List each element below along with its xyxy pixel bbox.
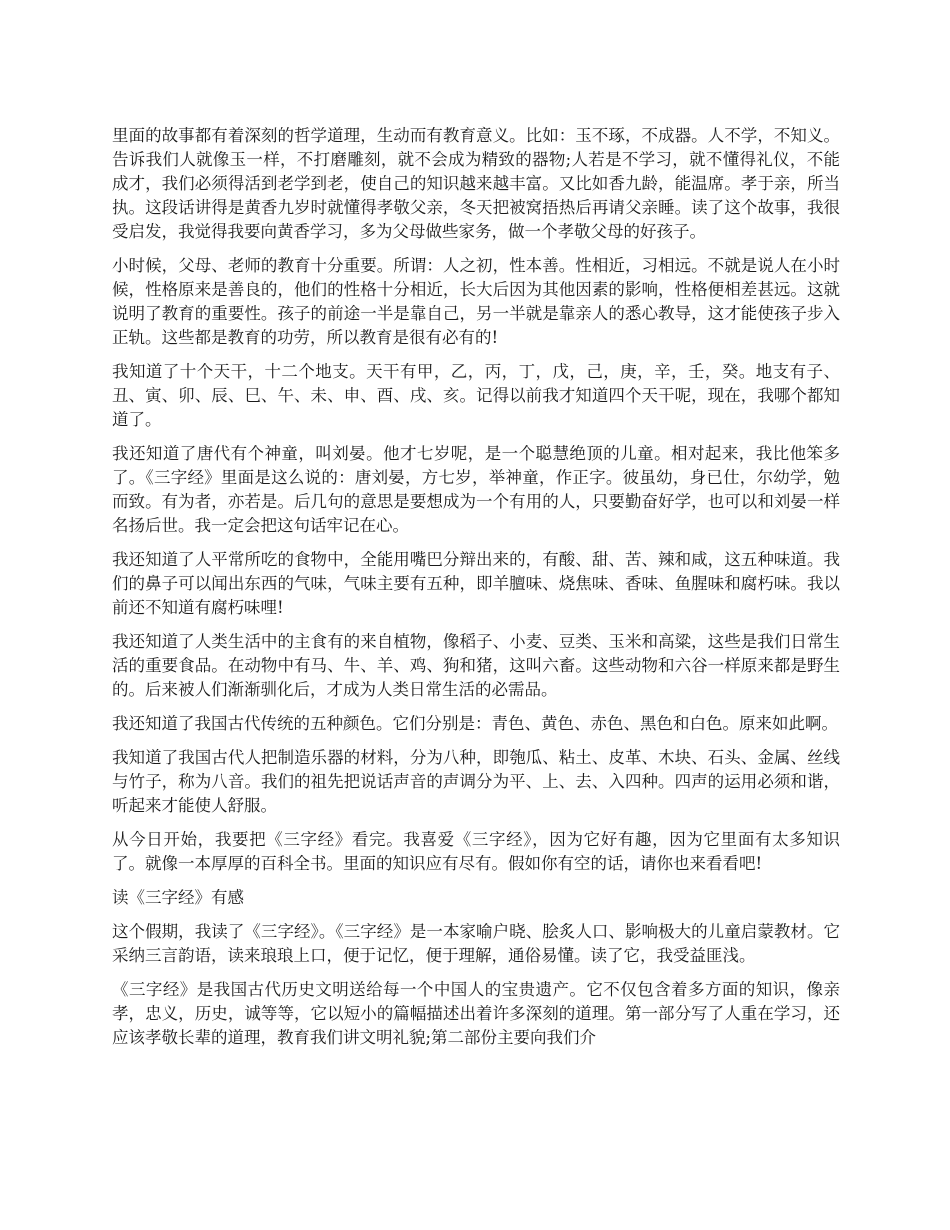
document-page	[112, 124, 840, 1060]
paragraph-3: 我知道了十个天干，十二个地支。天干有甲，乙，丙，丁，戊，己，庚，辛，壬，癸。地支有子、丑、寅、卯、辰、巳、午、未、申、酉、戌、亥。记得以前我才知道四个天干呢，现在，我哪个都知道了。	[112, 362, 840, 429]
paragraph-7: 我还知道了我国古代传统的五种颜色。它们分别是：青色、黄色、赤色、黑色和白色。原来如此啊。	[112, 714, 838, 733]
paragraph-9: 从今日开始，我要把《三字经》看完。我喜爱《三字经》，因为它好有趣，因为它里面有太多知识了。就像一本厚厚的百科全书。里面的知识应有尽有。假如你有空的话，请你也来看看吧!	[112, 830, 840, 873]
section-heading: 读《三字经》有感	[112, 888, 244, 907]
paragraph-1: 里面的故事都有着深刻的哲学道理，生动而有教育意义。比如：玉不琢，不成器。人不学，不知义。告诉我们人就像玉一样，不打磨雕刻，就不会成为精致的器物;人若是不学习，就不懂得礼仪，不能成才，我们必须得活到老学到老，使自己的知识越来越丰富。又比如香九龄，能温席。孝于亲，所当执。这段话讲得是黄香九岁时就懂得孝敬父亲，冬天把被窝捂热后再请父亲睡。读了这个故事，我很受启发，我觉得我要向黄香学习，多为父母做些家务，做一个孝敬父母的好孩子。	[112, 126, 840, 241]
paragraph-5: 我还知道了人平常所吃的食物中，全能用嘴巴分辩出来的，有酸、甜、苦、辣和咸，这五种味道。我们的鼻子可以闻出东西的气味，气味主要有五种，即羊膻味、烧焦味、香味、鱼腥味和腐朽味。我以前还不知道有腐朽味哩!	[112, 550, 840, 617]
paragraph-10: 这个假期，我读了《三字经》。《三字经》是一本家喻户晓、脍炙人口、影响极大的儿童启蒙教材。它采纳三言韵语，读来琅琅上口，便于记忆，便于理解，通俗易懂。读了它，我受益匪浅。	[112, 922, 840, 965]
paragraph-2: 小时候，父母、老师的教育十分重要。所谓：人之初，性本善。性相近，习相远。不就是说人在小时候，性格原来是善良的，他们的性格十分相近，长大后因为其他因素的影响，性格便相差甚远。这就说明了教育的重要性。孩子的前途一半是靠自己，另一半就是靠亲人的悉心教导，这才能使孩子步入正轨。这些都是教育的功劳，所以教育是很有必有的!	[112, 256, 840, 347]
paragraph-4: 我还知道了唐代有个神童，叫刘晏。他才七岁呢，是一个聪慧绝顶的儿童。相对起来，我比他笨多了。《三字经》里面是这么说的：唐刘晏，方七岁，举神童，作正字。彼虽幼，身已仕，尔幼学，勉而致。有为者，亦若是。后几句的意思是要想成为一个有用的人，只要勤奋好学，也可以和刘晏一样名扬后世。我一定会把这句话牢记在心。	[112, 444, 840, 535]
paragraph-8: 我知道了我国古代人把制造乐器的材料，分为八种，即匏瓜、粘土、皮革、木块、石头、金属、丝线与竹子，称为八音。我们的祖先把说话声音的声调分为平、上、去、入四种。四声的运用必须和谐，听起来才能使人舒服。	[112, 748, 840, 815]
paragraph-6: 我还知道了人类生活中的主食有的来自植物，像稻子、小麦、豆类、玉米和高粱，这些是我们日常生活的重要食品。在动物中有马、牛、羊、鸡、狗和猪，这叫六畜。这些动物和六谷一样原来都是野生的。后来被人们渐渐驯化后，才成为人类日常生活的必需品。	[112, 632, 840, 699]
paragraph-11: 《三字经》是我国古代历史文明送给每一个中国人的宝贵遗产。它不仅包含着多方面的知识，像亲孝，忠义，历史，诚等等，它以短小的篇幅描述出着许多深刻的道理。第一部分写了人重在学习，还应该孝敬长辈的道理，教育我们讲文明礼貌;第二部份主要向我们介	[112, 980, 840, 1047]
